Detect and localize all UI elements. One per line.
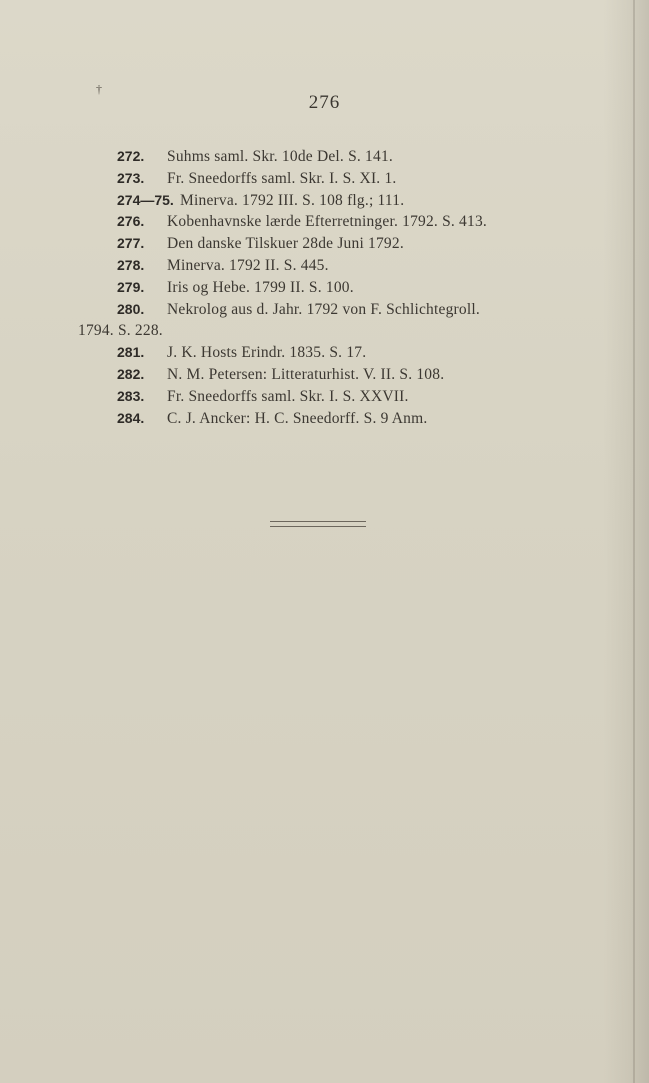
entry-text: Nekrolog aus d. Jahr. 1792 von F. Schlichtegroll.	[167, 300, 480, 318]
entry-text: Den danske Tilskuer 28de Juni 1792.	[167, 235, 404, 253]
entry-text: C. J. Ancker: H. C. Sneedorff. S. 9 Anm.	[167, 409, 428, 427]
end-divider-rule	[270, 521, 366, 527]
entry-text: Fr. Sneedorffs saml. Skr. I. S. XXVII.	[167, 387, 409, 405]
entry-text: Minerva. 1792 III. S. 108 flg.; 111.	[180, 191, 405, 209]
reference-entry-283	[0, 386, 649, 408]
entry-text: Suhms saml. Skr. 10de Del. S. 141.	[167, 148, 393, 165]
reference-entry-277	[0, 233, 649, 255]
entry-text: Kobenhavnske lærde Efterretninger. 1792. S. 413.	[167, 213, 487, 231]
entry-number: 284.	[117, 409, 145, 426]
entry-number: 282.	[117, 365, 145, 382]
entry-number: 272.	[117, 148, 145, 164]
reference-entry-280-continuation	[0, 320, 649, 342]
entry-number: 279.	[117, 278, 145, 295]
reference-entry-273	[0, 168, 649, 190]
margin-mark: †	[96, 82, 102, 96]
entry-text: Fr. Sneedorffs saml. Skr. I. S. XI. 1.	[167, 169, 397, 187]
entry-number: 276.	[117, 213, 145, 230]
entry-number: 281.	[117, 344, 145, 361]
reference-entry-279	[0, 277, 649, 299]
reference-entry-274-75	[0, 190, 649, 212]
entry-number: 278.	[117, 256, 145, 273]
entry-number: 273.	[117, 169, 145, 186]
entry-text: Iris og Hebe. 1799 II. S. 100.	[167, 278, 354, 296]
entry-number: 277.	[117, 235, 145, 252]
reference-entry-282	[0, 364, 649, 386]
entry-number: 283.	[117, 387, 145, 404]
entry-number: 280.	[117, 300, 145, 317]
entry-number: 274—75.	[117, 191, 174, 208]
reference-entry-278	[0, 255, 649, 277]
entry-text: Minerva. 1792 II. S. 445.	[167, 256, 329, 274]
entry-text: J. K. Hosts Erindr. 1835. S. 17.	[167, 344, 367, 362]
page-number: 276	[308, 92, 341, 113]
reference-entry-276	[0, 211, 649, 233]
entry-text: 1794. S. 228.	[78, 322, 163, 340]
reference-list	[0, 146, 649, 429]
entry-text: N. M. Petersen: Litteraturhist. V. II. S. 108.	[167, 365, 445, 383]
reference-entry-272	[0, 146, 649, 168]
reference-entry-281	[0, 342, 649, 364]
reference-entry-284	[0, 408, 649, 430]
reference-entry-280	[0, 299, 649, 321]
